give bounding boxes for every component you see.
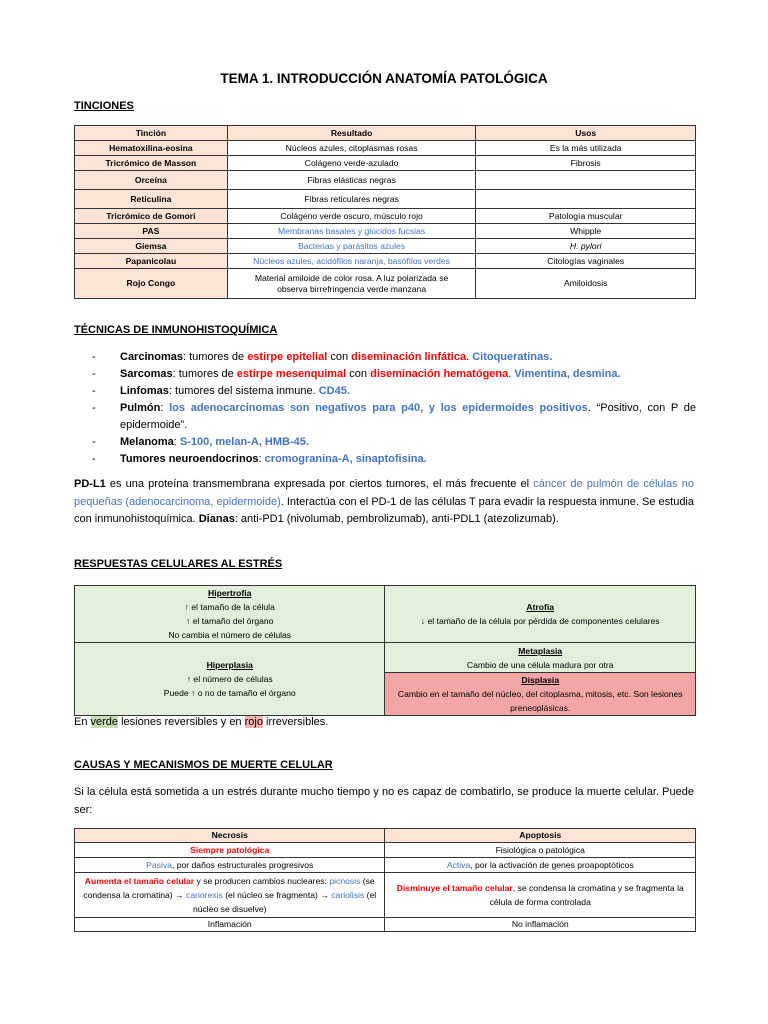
item-label: Melanoma	[120, 436, 174, 448]
blue-term: Activa	[446, 859, 471, 870]
stain-result: Colágeno verde oscuro, músculo rojo	[227, 209, 476, 224]
list-item-carcinomas	[92, 349, 696, 366]
item-blue-text: S-100, melan-A, HMB-45	[179, 436, 306, 448]
pdl1-label: PD-L1	[74, 478, 106, 490]
note-green-highlight: verde	[90, 716, 119, 728]
table-row	[75, 586, 696, 643]
muerte-table	[74, 828, 696, 932]
blue-term: Pasiva	[146, 859, 172, 870]
metaplasia-line: Cambio de una célula madura por otra	[466, 659, 614, 670]
item-blue-text: Citoqueratinas.	[472, 351, 553, 363]
atrofia-line: ↓ el tamaño de la célula por pérdida de componentes celulares	[420, 616, 660, 626]
item-text: :	[160, 402, 170, 414]
item-red-text: estirpe epitelial	[247, 351, 328, 363]
stain-use: Fibrosis	[476, 156, 696, 171]
stain-result: Núcleos azules, acidófilos naranja, basófilos verdes	[227, 254, 476, 269]
item-text: .	[617, 368, 621, 380]
table-header: Apoptosis	[385, 829, 696, 843]
table-header: Necrosis	[75, 829, 385, 843]
tinciones-heading: TINCIONES	[74, 100, 134, 112]
table-row	[75, 643, 696, 673]
cell-text: (el núcleo se disuelve)	[192, 890, 377, 914]
apoptosis-cell: No inflamación	[385, 918, 696, 932]
table-row	[75, 156, 696, 171]
item-text: :	[173, 436, 180, 448]
stain-use	[476, 171, 696, 190]
hipertrofia-line: ↑ el tamaño de la célula	[184, 602, 275, 612]
metaplasia-title: Metaplasia	[518, 645, 563, 656]
item-blue-text: cromogranina-A, sinaptofisina	[264, 453, 424, 465]
apoptosis-cell	[385, 858, 696, 873]
item-text: : tumores de	[182, 351, 248, 363]
apoptosis-cell	[385, 873, 696, 918]
item-label: Linfomas	[120, 385, 169, 397]
table-header-row	[75, 829, 696, 843]
necrosis-cell	[75, 873, 385, 918]
table-header-row	[75, 126, 696, 141]
item-red-text: estirpe mesenquimal	[236, 368, 347, 380]
table-row	[75, 190, 696, 209]
table-row	[75, 254, 696, 269]
table-row	[75, 224, 696, 239]
list-dash: -	[92, 368, 96, 380]
tinciones-table	[74, 125, 696, 299]
stain-result: Material amiloide de color rosa. A luz polarizada se observa birrefringencia verde manzana	[227, 269, 476, 299]
blue-term: cariorexis	[186, 890, 223, 900]
stain-use: Whipple	[476, 224, 696, 239]
item-text: con	[346, 368, 371, 380]
stain-name: Papanicolau	[75, 254, 228, 269]
table-row	[75, 269, 696, 299]
note-text: lesiones reversibles y en	[118, 716, 245, 728]
stain-result: Colágeno verde-azulado	[227, 156, 476, 171]
list-dash: -	[92, 351, 96, 363]
red-term: Disminuye el tamaño celular	[396, 883, 513, 893]
stain-name: Giemsa	[75, 239, 228, 254]
table-row	[75, 918, 696, 932]
item-text: :	[258, 453, 265, 465]
estres-note	[74, 716, 328, 728]
list-dash: -	[92, 402, 96, 414]
item-blue-text: los adenocarcinomas son negativos para p40, y los epidermoides positivos	[169, 402, 588, 414]
blue-term: cariolisis	[331, 890, 365, 900]
item-text: : tumores del sistema inmune.	[168, 385, 319, 397]
table-row	[75, 209, 696, 224]
stain-result: Núcleos azules, citoplasmas rosas	[227, 141, 476, 156]
stain-result: Membranas basales y glúcidos fucsias	[227, 224, 476, 239]
hipertrofia-line: ↑ el tamaño del órgano	[186, 616, 274, 626]
apoptosis-cell: Fisiológica o patológica	[385, 843, 696, 858]
note-red-highlight: rojo	[244, 716, 263, 728]
table-row	[75, 858, 696, 873]
item-text: . “Positivo, con P de epidermoide”.	[120, 402, 697, 431]
muerte-heading: CAUSAS Y MECANISMOS DE MUERTE CELULAR	[74, 759, 333, 771]
pdl1-text: es una proteína transmembrana expresada por ciertos tumores, el más frecuente el	[105, 478, 534, 490]
estres-table	[74, 585, 696, 716]
table-header: Tinción	[75, 126, 228, 141]
pdl1-blue-text: cáncer de pulmón de células no pequeñas (adenocarcinoma, epidermoide)	[74, 478, 694, 508]
stain-name: Tricrómico de Masson	[75, 156, 228, 171]
list-item-melanoma	[92, 434, 696, 451]
stain-result: Fibras elásticas negras	[227, 171, 476, 190]
blue-term: picnosis	[329, 876, 361, 886]
stain-use: Es la más utilizada	[476, 141, 696, 156]
item-label: Sarcomas	[120, 368, 173, 380]
table-header: Usos	[476, 126, 696, 141]
cell-text: y se producen cambios nucleares:	[194, 876, 330, 886]
list-item-pulmon	[92, 400, 696, 434]
pdl1-dianas-label: Dianas	[198, 513, 235, 525]
stain-name: Hematoxilina-eosina	[75, 141, 228, 156]
hipertrofia-title: Hipertrofia	[208, 588, 252, 598]
cell-text: (se condensa la cromatina) →	[83, 876, 375, 900]
stain-name: Reticulina	[75, 190, 228, 209]
hipertrofia-line: No cambia el número de células	[168, 630, 292, 640]
stain-use: H. pylori	[476, 239, 696, 254]
hiperplasia-line: Puede ↑ o no de tamaño el órgano	[163, 688, 296, 698]
item-red-text: diseminación hematógena	[370, 368, 509, 380]
item-text: .	[466, 351, 473, 363]
note-text: irreversibles.	[262, 716, 329, 728]
pdl1-text: . Interactúa con el PD-1 de las células T para evadir la respuesta inmune. Se estudia con inmunohistoquímica.	[74, 495, 694, 525]
stain-use	[476, 190, 696, 209]
displasia-line: Cambio en el tamaño del núcleo, del citoplasma, mitosis, etc. Son lesiones preneoplásicas.	[397, 689, 683, 713]
displasia-cell	[385, 673, 696, 716]
item-label: Tumores neuroendocrinos	[120, 453, 259, 465]
ihq-heading: TÉCNICAS DE INMUNOHISTOQUÍMICA	[74, 324, 278, 336]
stain-use: Patología muscular	[476, 209, 696, 224]
item-label: Pulmón	[120, 402, 161, 414]
item-red-text: diseminación linfática	[351, 351, 467, 363]
note-text: En	[74, 716, 91, 728]
ihq-list	[92, 349, 696, 468]
item-text: .	[305, 436, 309, 448]
table-header: Resultado	[227, 126, 476, 141]
stain-name: PAS	[75, 224, 228, 239]
necrosis-cell: Siempre patológica	[75, 843, 385, 858]
table-row	[75, 141, 696, 156]
item-text: .	[423, 453, 427, 465]
metaplasia-cell	[385, 643, 696, 673]
stain-use: Amiloidosis	[476, 269, 696, 299]
stain-name: Rojo Congo	[75, 269, 228, 299]
table-row	[75, 843, 696, 858]
item-text: .	[346, 385, 350, 397]
hiperplasia-cell	[75, 643, 385, 716]
cell-text: , se condensa la cromatina y se fragmenta la célula de forma controlada	[489, 883, 684, 907]
cell-text: , por la activación de genes proapoptóticos	[470, 859, 634, 870]
page-title: TEMA 1. INTRODUCCIÓN ANATOMÍA PATOLÓGICA	[220, 71, 548, 86]
atrofia-title: Atrofia	[526, 602, 555, 612]
necrosis-cell	[75, 858, 385, 873]
list-item-neuroendocrinos	[92, 451, 696, 468]
hiperplasia-title: Hiperplasia	[206, 660, 253, 670]
item-text: .	[508, 368, 515, 380]
list-dash: -	[92, 436, 96, 448]
estres-heading: RESPUESTAS CELULARES AL ESTRÉS	[74, 558, 283, 570]
item-label: Carcinomas	[120, 351, 183, 363]
cell-text: (el núcleo se fragmenta) →	[222, 890, 332, 900]
table-row	[75, 239, 696, 254]
table-row	[75, 873, 696, 918]
red-term: Aumenta el tamaño celular	[84, 876, 195, 886]
muerte-intro: Si la célula está sometida a un estrés durante mucho tiempo y no es capaz de combatirlo, se produce la muerte celular. Puede ser:	[74, 786, 694, 816]
hiperplasia-line: ↑ el número de células	[186, 674, 273, 684]
hipertrofia-cell	[75, 586, 385, 643]
item-blue-text: CD45	[318, 385, 347, 397]
atrofia-cell	[385, 586, 696, 643]
item-text: con	[327, 351, 352, 363]
list-dash: -	[92, 453, 96, 465]
pdl1-text: : anti-PD1 (nivolumab, pembrolizumab), anti-PDL1 (atezolizumab).	[234, 513, 559, 525]
stain-name: Orceína	[75, 171, 228, 190]
necrosis-cell: Inflamación	[75, 918, 385, 932]
list-dash: -	[92, 385, 96, 397]
displasia-title: Displasia	[521, 675, 560, 685]
stain-result: Bacterias y parásitos azules	[227, 239, 476, 254]
pdl1-paragraph	[74, 476, 694, 529]
list-item-sarcomas	[92, 366, 696, 383]
cell-text: , por daños estructurales progresivos	[171, 859, 314, 870]
list-item-linfomas	[92, 383, 696, 400]
table-row	[75, 171, 696, 190]
stain-name: Tricrómico de Gomori	[75, 209, 228, 224]
item-blue-text: Vimentina, desmina	[514, 368, 618, 380]
stain-use: Citologías vaginales	[476, 254, 696, 269]
item-text: : tumores de	[172, 368, 237, 380]
stain-result: Fibras reticulares negras	[227, 190, 476, 209]
